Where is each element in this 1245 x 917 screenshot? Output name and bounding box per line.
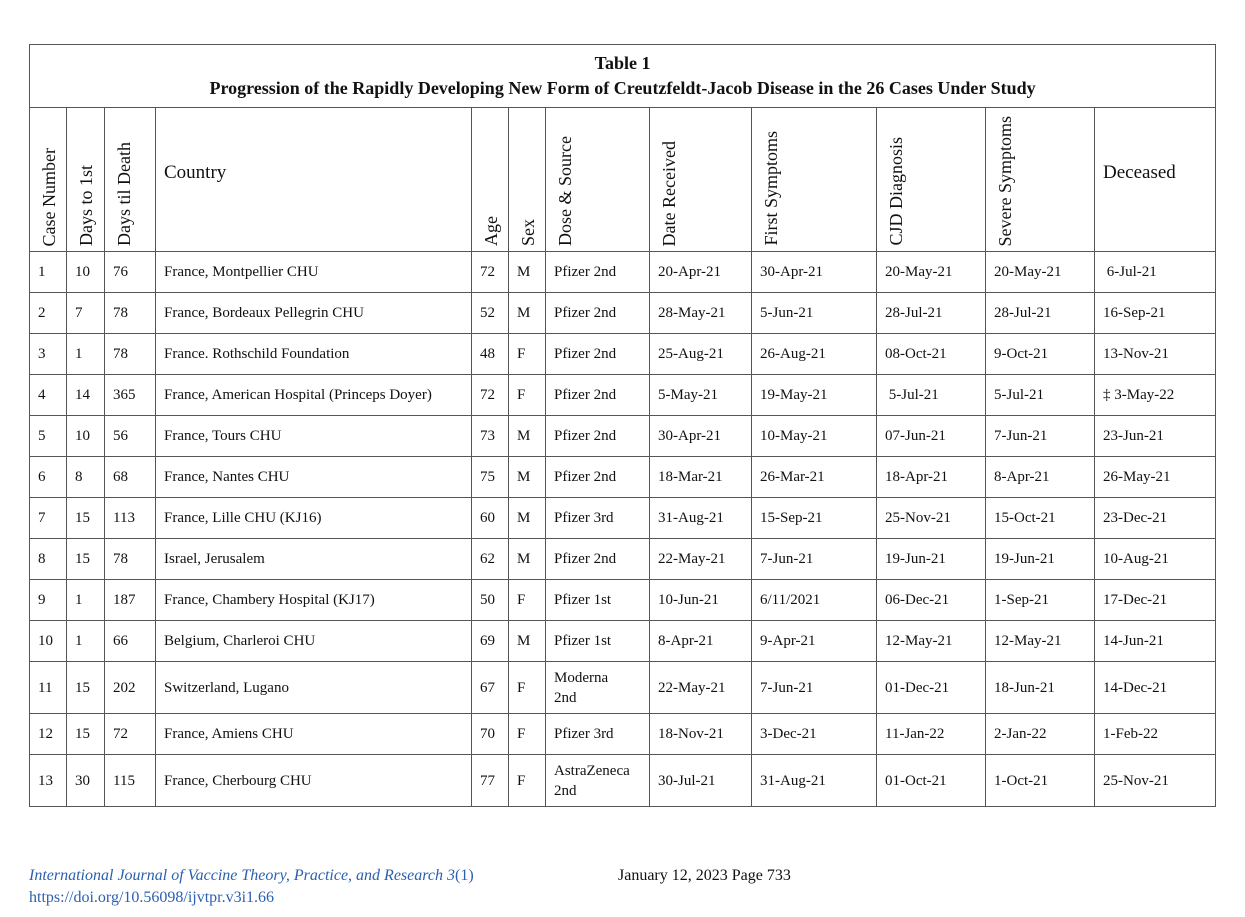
cell-country: France, Chambery Hospital (KJ17) (156, 580, 472, 621)
cell-first-symptoms: 31-Aug-21 (752, 755, 877, 807)
cell-severe-symptoms: 1-Oct-21 (986, 755, 1095, 807)
header-case-number: Case Number (30, 108, 67, 252)
cell-sex: F (509, 334, 546, 375)
cell-deceased: 23-Jun-21 (1095, 416, 1216, 457)
cell-cjd-diagnosis: 01-Oct-21 (877, 755, 986, 807)
cell-dose-source: Pfizer 2nd (546, 375, 650, 416)
table-row (30, 252, 1216, 293)
cell-days-til-death: 56 (105, 416, 156, 457)
cell-severe-symptoms: 12-May-21 (986, 621, 1095, 662)
cell-days-to-first: 10 (67, 416, 105, 457)
cell-days-til-death: 202 (105, 662, 156, 714)
cell-country: France, Cherbourg CHU (156, 755, 472, 807)
table-caption (30, 45, 1216, 108)
header-first-symptoms: First Symptoms (752, 108, 877, 252)
cell-days-to-first: 14 (67, 375, 105, 416)
cell-first-symptoms: 6/11/2021 (752, 580, 877, 621)
cell-deceased: 25-Nov-21 (1095, 755, 1216, 807)
cell-severe-symptoms: 9-Oct-21 (986, 334, 1095, 375)
table-row (30, 416, 1216, 457)
journal-issue[interactable]: (1) (454, 867, 474, 884)
cases-table (29, 44, 1216, 807)
table-row (30, 755, 1216, 807)
cell-days-to-first: 1 (67, 621, 105, 662)
cell-cjd-diagnosis: 25-Nov-21 (877, 498, 986, 539)
cell-country: Israel, Jerusalem (156, 539, 472, 580)
table-row (30, 539, 1216, 580)
cell-days-to-first: 15 (67, 539, 105, 580)
cell-cjd-diagnosis: 19-Jun-21 (877, 539, 986, 580)
cell-date-received: 30-Jul-21 (650, 755, 752, 807)
cell-dose-source: Pfizer 2nd (546, 293, 650, 334)
header-deceased: Deceased (1095, 108, 1216, 252)
cell-first-symptoms: 10-May-21 (752, 416, 877, 457)
cell-dose-source: Pfizer 2nd (546, 334, 650, 375)
cell-days-to-first: 30 (67, 755, 105, 807)
cell-age: 60 (472, 498, 509, 539)
cell-days-to-first: 1 (67, 334, 105, 375)
cell-age: 48 (472, 334, 509, 375)
cell-severe-symptoms: 5-Jul-21 (986, 375, 1095, 416)
table-row (30, 293, 1216, 334)
cell-deceased: 13-Nov-21 (1095, 334, 1216, 375)
cell-case-number: 10 (30, 621, 67, 662)
cell-sex: F (509, 714, 546, 755)
cell-dose-source: Pfizer 1st (546, 621, 650, 662)
cell-age: 77 (472, 755, 509, 807)
cell-case-number: 9 (30, 580, 67, 621)
cell-date-received: 28-May-21 (650, 293, 752, 334)
cell-first-symptoms: 7-Jun-21 (752, 662, 877, 714)
cell-date-received: 25-Aug-21 (650, 334, 752, 375)
table-row (30, 375, 1216, 416)
journal-name[interactable]: International Journal of Vaccine Theory, Practice, and Research 3 (29, 867, 455, 884)
cell-dose-source: Pfizer 3rd (546, 498, 650, 539)
cell-case-number: 6 (30, 457, 67, 498)
cell-sex: F (509, 375, 546, 416)
cell-severe-symptoms: 8-Apr-21 (986, 457, 1095, 498)
cell-country: France, Tours CHU (156, 416, 472, 457)
cell-case-number: 12 (30, 714, 67, 755)
cell-age: 69 (472, 621, 509, 662)
table-row (30, 498, 1216, 539)
cell-severe-symptoms: 2-Jan-22 (986, 714, 1095, 755)
date-page: January 12, 2023 Page 733 (618, 867, 791, 884)
cell-date-received: 22-May-21 (650, 539, 752, 580)
table-row (30, 580, 1216, 621)
cell-first-symptoms: 30-Apr-21 (752, 252, 877, 293)
cell-first-symptoms: 15-Sep-21 (752, 498, 877, 539)
cell-sex: M (509, 457, 546, 498)
cell-days-til-death: 365 (105, 375, 156, 416)
cell-severe-symptoms: 15-Oct-21 (986, 498, 1095, 539)
cell-days-til-death: 113 (105, 498, 156, 539)
header-row (30, 108, 1216, 252)
cell-cjd-diagnosis: 08-Oct-21 (877, 334, 986, 375)
cell-severe-symptoms: 7-Jun-21 (986, 416, 1095, 457)
header-severe-symptoms: Severe Symptoms (986, 108, 1095, 252)
cell-days-til-death: 187 (105, 580, 156, 621)
cell-dose-source: Pfizer 2nd (546, 416, 650, 457)
cell-case-number: 8 (30, 539, 67, 580)
cell-age: 52 (472, 293, 509, 334)
cell-case-number: 4 (30, 375, 67, 416)
table-row (30, 334, 1216, 375)
cell-deceased: 14-Dec-21 (1095, 662, 1216, 714)
cell-days-to-first: 15 (67, 662, 105, 714)
cell-date-received: 5-May-21 (650, 375, 752, 416)
cell-date-received: 10-Jun-21 (650, 580, 752, 621)
cell-date-received: 31-Aug-21 (650, 498, 752, 539)
cell-date-received: 20-Apr-21 (650, 252, 752, 293)
cell-dose-source: Pfizer 3rd (546, 714, 650, 755)
cell-case-number: 3 (30, 334, 67, 375)
table-row (30, 457, 1216, 498)
cell-severe-symptoms: 19-Jun-21 (986, 539, 1095, 580)
cell-days-to-first: 7 (67, 293, 105, 334)
cell-sex: M (509, 498, 546, 539)
cell-sex: M (509, 293, 546, 334)
cell-date-received: 22-May-21 (650, 662, 752, 714)
table-row (30, 714, 1216, 755)
cell-first-symptoms: 9-Apr-21 (752, 621, 877, 662)
cell-first-symptoms: 26-Mar-21 (752, 457, 877, 498)
cell-country: Belgium, Charleroi CHU (156, 621, 472, 662)
cell-age: 50 (472, 580, 509, 621)
cell-sex: M (509, 252, 546, 293)
header-age: Age (472, 108, 509, 252)
cell-case-number: 5 (30, 416, 67, 457)
cell-sex: M (509, 621, 546, 662)
cell-days-to-first: 15 (67, 714, 105, 755)
cell-age: 75 (472, 457, 509, 498)
cell-age: 67 (472, 662, 509, 714)
cell-case-number: 2 (30, 293, 67, 334)
cell-severe-symptoms: 28-Jul-21 (986, 293, 1095, 334)
table-title: Table 1 (594, 53, 651, 73)
header-cjd-diagnosis: CJD Diagnosis (877, 108, 986, 252)
cell-days-to-first: 10 (67, 252, 105, 293)
cell-date-received: 8-Apr-21 (650, 621, 752, 662)
cell-age: 72 (472, 375, 509, 416)
cell-days-to-first: 8 (67, 457, 105, 498)
cell-dose-source: Pfizer 2nd (546, 252, 650, 293)
cell-cjd-diagnosis: 18-Apr-21 (877, 457, 986, 498)
cell-dose-source: Moderna 2nd (546, 662, 650, 714)
cell-first-symptoms: 7-Jun-21 (752, 539, 877, 580)
cell-country: France. Rothschild Foundation (156, 334, 472, 375)
table-row (30, 662, 1216, 714)
cell-country: France, Lille CHU (KJ16) (156, 498, 472, 539)
cell-days-to-first: 1 (67, 580, 105, 621)
cell-deceased: 16-Sep-21 (1095, 293, 1216, 334)
cell-severe-symptoms: 18-Jun-21 (986, 662, 1095, 714)
cell-cjd-diagnosis: 01-Dec-21 (877, 662, 986, 714)
cell-sex: M (509, 539, 546, 580)
cell-deceased: 23-Dec-21 (1095, 498, 1216, 539)
cell-days-til-death: 78 (105, 539, 156, 580)
cell-deceased: ‡ 3-May-22 (1095, 375, 1216, 416)
table-row (30, 621, 1216, 662)
cell-days-til-death: 68 (105, 457, 156, 498)
cell-first-symptoms: 19-May-21 (752, 375, 877, 416)
cell-age: 70 (472, 714, 509, 755)
cell-country: France, Nantes CHU (156, 457, 472, 498)
cell-severe-symptoms: 1-Sep-21 (986, 580, 1095, 621)
cell-dose-source: Pfizer 1st (546, 580, 650, 621)
cell-sex: F (509, 755, 546, 807)
cell-country: Switzerland, Lugano (156, 662, 472, 714)
header-days-to-first: Days to 1st (67, 108, 105, 252)
table-subtitle: Progression of the Rapidly Developing New Form of Creutzfeldt-Jacob Disease in the 26 Cases Under Study (209, 78, 1036, 98)
cell-days-to-first: 15 (67, 498, 105, 539)
cell-dose-source: Pfizer 2nd (546, 539, 650, 580)
cell-case-number: 11 (30, 662, 67, 714)
cell-days-til-death: 115 (105, 755, 156, 807)
cell-cjd-diagnosis: 20-May-21 (877, 252, 986, 293)
cell-age: 62 (472, 539, 509, 580)
cell-deceased: 17-Dec-21 (1095, 580, 1216, 621)
cell-country: France, American Hospital (Princeps Doyer) (156, 375, 472, 416)
header-days-til-death: Days til Death (105, 108, 156, 252)
cell-cjd-diagnosis: 11-Jan-22 (877, 714, 986, 755)
header-date-received: Date Received (650, 108, 752, 252)
cell-severe-symptoms: 20-May-21 (986, 252, 1095, 293)
cell-deceased: 26-May-21 (1095, 457, 1216, 498)
cell-days-til-death: 78 (105, 334, 156, 375)
cell-case-number: 1 (30, 252, 67, 293)
cell-days-til-death: 78 (105, 293, 156, 334)
cell-first-symptoms: 26-Aug-21 (752, 334, 877, 375)
cell-days-til-death: 66 (105, 621, 156, 662)
cell-age: 72 (472, 252, 509, 293)
cell-deceased: 1-Feb-22 (1095, 714, 1216, 755)
cell-first-symptoms: 5-Jun-21 (752, 293, 877, 334)
cell-deceased: 10-Aug-21 (1095, 539, 1216, 580)
cell-country: France, Bordeaux Pellegrin CHU (156, 293, 472, 334)
cell-country: France, Amiens CHU (156, 714, 472, 755)
cell-cjd-diagnosis: 28-Jul-21 (877, 293, 986, 334)
cell-date-received: 30-Apr-21 (650, 416, 752, 457)
doi-link[interactable]: https://doi.org/10.56098/ijvtpr.v3i1.66 (29, 889, 275, 906)
cell-deceased: 6-Jul-21 (1095, 252, 1216, 293)
cell-sex: F (509, 580, 546, 621)
cell-case-number: 13 (30, 755, 67, 807)
cell-date-received: 18-Mar-21 (650, 457, 752, 498)
cell-date-received: 18-Nov-21 (650, 714, 752, 755)
header-dose-source: Dose & Source (546, 108, 650, 252)
header-sex: Sex (509, 108, 546, 252)
header-country: Country (156, 108, 472, 252)
cell-sex: F (509, 662, 546, 714)
cell-age: 73 (472, 416, 509, 457)
cell-first-symptoms: 3-Dec-21 (752, 714, 877, 755)
cell-sex: M (509, 416, 546, 457)
cell-country: France, Montpellier CHU (156, 252, 472, 293)
cell-cjd-diagnosis: 12-May-21 (877, 621, 986, 662)
cell-dose-source: AstraZeneca 2nd (546, 755, 650, 807)
cell-days-til-death: 76 (105, 252, 156, 293)
cases-table-container (29, 44, 1215, 807)
journal-citation[interactable] (29, 867, 474, 885)
cell-dose-source: Pfizer 2nd (546, 457, 650, 498)
cell-cjd-diagnosis: 5-Jul-21 (877, 375, 986, 416)
cell-days-til-death: 72 (105, 714, 156, 755)
cell-case-number: 7 (30, 498, 67, 539)
cell-cjd-diagnosis: 07-Jun-21 (877, 416, 986, 457)
cell-deceased: 14-Jun-21 (1095, 621, 1216, 662)
cell-cjd-diagnosis: 06-Dec-21 (877, 580, 986, 621)
